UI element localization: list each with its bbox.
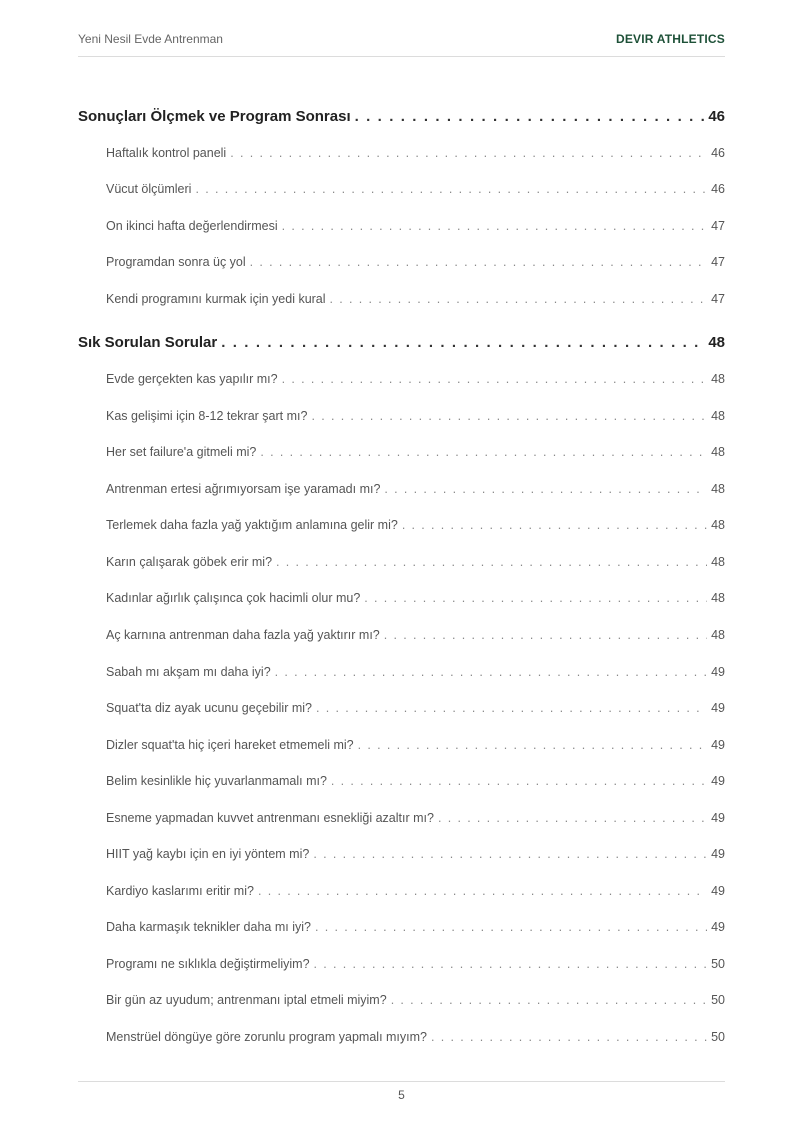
toc-chapter-entry[interactable] <box>78 334 725 351</box>
toc-section-entry[interactable] <box>106 884 725 898</box>
toc-entry-page: 48 <box>711 591 725 605</box>
toc-section-entry[interactable] <box>106 445 725 459</box>
toc-entry-page: 49 <box>711 738 725 752</box>
dot-leader <box>313 847 707 861</box>
toc-entry-page: 47 <box>711 255 725 269</box>
toc-entry-page: 48 <box>711 409 725 423</box>
toc-section-entry[interactable] <box>106 482 725 496</box>
toc-section-entry[interactable] <box>106 993 725 1007</box>
toc-section-entry[interactable] <box>106 219 725 233</box>
toc-entry-title: Haftalık kontrol paneli <box>106 146 227 160</box>
toc-section-entry[interactable] <box>106 920 725 934</box>
dot-leader <box>384 482 707 496</box>
toc-section-entry[interactable] <box>106 555 725 569</box>
toc-entry-title: On ikinci hafta değerlendirmesi <box>106 219 278 233</box>
toc-entry-title: Dizler squat'ta hiç içeri hareket etmemeli mi? <box>106 738 354 752</box>
toc-entry-page: 47 <box>711 219 725 233</box>
document-title: Yeni Nesil Evde Antrenman <box>78 32 223 46</box>
toc-section-entry[interactable] <box>106 665 725 679</box>
toc-section-entry[interactable] <box>106 957 725 971</box>
toc-section-entry[interactable] <box>106 372 725 386</box>
toc-entry-title: Bir gün az uyudum; antrenmanı iptal etmeli miyim? <box>106 993 387 1007</box>
toc-entry-title: Sabah mı akşam mı daha iyi? <box>106 665 271 679</box>
dot-leader <box>438 811 707 825</box>
dot-leader <box>250 255 707 269</box>
dot-leader <box>391 993 707 1007</box>
dot-leader <box>230 146 707 160</box>
dot-leader <box>195 182 707 196</box>
toc-entry-page: 49 <box>711 811 725 825</box>
toc-section-entry[interactable] <box>106 847 725 861</box>
toc-entry-title: Kadınlar ağırlık çalışınca çok hacimli olur mu? <box>106 591 361 605</box>
toc-entry-page: 48 <box>711 628 725 642</box>
toc-entry-title: Squat'ta diz ayak ucunu geçebilir mi? <box>106 701 312 715</box>
toc-entry-title: Vücut ölçümleri <box>106 182 192 196</box>
toc-entry-page: 48 <box>711 445 725 459</box>
toc-entry-title: Kas gelişimi için 8-12 tekrar şart mı? <box>106 409 308 423</box>
toc-entry-page: 48 <box>711 555 725 569</box>
toc-entry-page: 46 <box>711 182 725 196</box>
toc-section-entry[interactable] <box>106 774 725 788</box>
toc-entry-page: 48 <box>711 518 725 532</box>
toc-entry-title: Daha karmaşık teknikler daha mı iyi? <box>106 920 311 934</box>
dot-leader <box>260 445 707 459</box>
toc-entry-page: 48 <box>711 482 725 496</box>
brand-name: DEVIR ATHLETICS <box>615 32 725 46</box>
dot-leader <box>331 774 707 788</box>
toc-entry-page: 48 <box>708 334 725 351</box>
toc-entry-page: 49 <box>711 847 725 861</box>
toc-entry-title: Her set failure'a gitmeli mi? <box>106 445 257 459</box>
toc-section-entry[interactable] <box>106 146 725 160</box>
toc-section-entry[interactable] <box>106 409 725 423</box>
dot-leader <box>314 957 708 971</box>
page-number: 5 <box>398 1088 405 1102</box>
toc-entry-page: 50 <box>711 957 725 971</box>
toc-section-entry[interactable] <box>106 518 725 532</box>
toc-entry-page: 46 <box>711 146 725 160</box>
toc-section-entry[interactable] <box>106 255 725 269</box>
toc-entry-title: Karın çalışarak göbek erir mi? <box>106 555 273 569</box>
toc-entry-title: Programı ne sıklıkla değiştirmeliyim? <box>106 957 310 971</box>
dot-leader <box>282 219 707 233</box>
toc-entry-title: Kardiyo kaslarımı eritir mi? <box>106 884 254 898</box>
toc-entry-title: Aç karnına antrenman daha fazla yağ yaktırır mı? <box>106 628 380 642</box>
toc-entry-title: Evde gerçekten kas yapılır mı? <box>106 372 278 386</box>
toc-section-entry[interactable] <box>106 182 725 196</box>
toc-section-entry[interactable] <box>106 738 725 752</box>
dot-leader <box>258 884 707 898</box>
toc-entry-title: Esneme yapmadan kuvvet antrenmanı esnekliği azaltır mı? <box>106 811 434 825</box>
toc-entry-title: HIIT yağ kaybı için en iyi yöntem mi? <box>106 847 310 861</box>
toc-entry-title: Programdan sonra üç yol <box>106 255 246 269</box>
dot-leader <box>311 409 707 423</box>
toc-entry-page: 49 <box>711 920 725 934</box>
dot-leader <box>330 292 708 306</box>
toc-entry-title: Terlemek daha fazla yağ yaktığım anlamına gelir mi? <box>106 518 398 532</box>
page-header <box>78 0 725 57</box>
toc-entry-title: Sık Sorulan Sorular <box>78 334 218 351</box>
toc-section-entry[interactable] <box>106 811 725 825</box>
dot-leader <box>402 518 707 532</box>
toc-entry-page: 49 <box>711 701 725 715</box>
dot-leader <box>315 920 707 934</box>
dot-leader <box>355 108 705 125</box>
toc-entry-title: Kendi programını kurmak için yedi kural <box>106 292 326 306</box>
page-footer <box>78 1081 725 1102</box>
toc-entry-page: 49 <box>711 665 725 679</box>
toc-entry-page: 47 <box>711 292 725 306</box>
toc-entry-page: 46 <box>708 108 725 125</box>
toc-entry-title: Sonuçları Ölçmek ve Program Sonrası <box>78 108 351 125</box>
toc-entry-title: Belim kesinlikle hiç yuvarlanmamalı mı? <box>106 774 327 788</box>
toc-entry-page: 48 <box>711 372 725 386</box>
toc-section-entry[interactable] <box>106 701 725 715</box>
toc-entry-page: 50 <box>711 1030 725 1044</box>
toc-entry-title: Menstrüel döngüye göre zorunlu program yapmalı mıyım? <box>106 1030 427 1044</box>
toc-section-entry[interactable] <box>106 628 725 642</box>
toc-entry-page: 49 <box>711 884 725 898</box>
toc-entry-page: 50 <box>711 993 725 1007</box>
dot-leader <box>384 628 707 642</box>
toc-entry-page: 49 <box>711 774 725 788</box>
dot-leader <box>221 334 704 351</box>
toc-chapter-entry[interactable] <box>78 108 725 125</box>
toc-entry-title: Antrenman ertesi ağrımıyorsam işe yaramadı mı? <box>106 482 381 496</box>
toc-section-entry[interactable] <box>106 591 725 605</box>
dot-leader <box>364 591 707 605</box>
dot-leader <box>276 555 707 569</box>
dot-leader <box>316 701 707 715</box>
dot-leader <box>358 738 707 752</box>
toc-section-entry[interactable] <box>106 1030 725 1044</box>
dot-leader <box>282 372 707 386</box>
dot-leader <box>275 665 707 679</box>
toc-section-entry[interactable] <box>106 292 725 306</box>
dot-leader <box>431 1030 707 1044</box>
